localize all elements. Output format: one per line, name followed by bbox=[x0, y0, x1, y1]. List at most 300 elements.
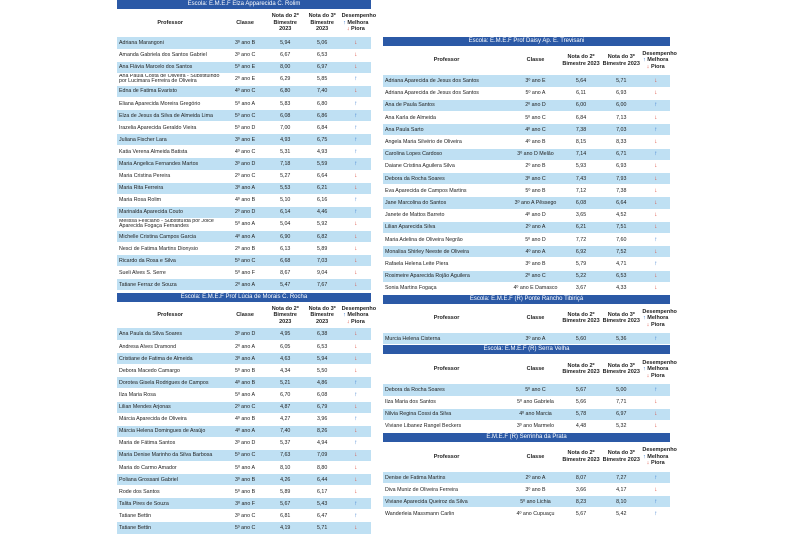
table-row bbox=[117, 231, 371, 243]
legend-piora bbox=[342, 319, 370, 326]
cell-classe: 3º ano D bbox=[223, 158, 266, 170]
cell-nota-3: 7,38 bbox=[601, 185, 641, 197]
arrow-up-icon: ↑ bbox=[354, 440, 358, 447]
cell-nota-2: 5,31 bbox=[267, 146, 304, 158]
cell-nota-3: 5,71 bbox=[601, 75, 641, 87]
cell-classe: 3º ano A bbox=[223, 353, 266, 365]
cell-nota-2: 5,93 bbox=[561, 160, 601, 172]
cell-nota-3: 5,94 bbox=[304, 353, 341, 365]
table-row bbox=[117, 486, 371, 498]
arrow-up-icon: ↑ bbox=[354, 112, 358, 119]
table-row bbox=[117, 194, 371, 206]
cell-classe: 3º ano C bbox=[223, 510, 266, 522]
table-row bbox=[117, 413, 371, 425]
table-row bbox=[117, 328, 371, 340]
cell-professor: Ana de Paula Santos bbox=[383, 99, 510, 111]
cell-nota-2: 5,10 bbox=[267, 194, 304, 206]
cell-nota-2: 5,67 bbox=[267, 498, 304, 510]
arrow-down-icon: ↓ bbox=[354, 464, 358, 471]
table-row bbox=[383, 408, 670, 420]
cell-nota-3: 8,10 bbox=[601, 496, 641, 508]
cell-nota-2: 6,90 bbox=[267, 231, 304, 243]
cell-desempenho bbox=[341, 206, 371, 218]
cell-desempenho bbox=[641, 496, 670, 508]
cell-desempenho bbox=[641, 484, 670, 496]
header-nota-2-bimestre: Nota do 2º Bimestre 2023 bbox=[267, 9, 304, 37]
cell-professor: Ana Paula Costa de Oliveira - Substituindo por Lucimara Ferreira de Oliveira bbox=[117, 73, 223, 85]
arrow-up-icon: ↑ bbox=[643, 366, 648, 373]
cell-desempenho bbox=[341, 486, 371, 498]
cell-classe: 3º ano A bbox=[223, 182, 266, 194]
arrow-down-icon: ↓ bbox=[346, 26, 352, 33]
arrow-up-icon: ↑ bbox=[354, 379, 358, 386]
cell-classe: 4º ano Cupuaçu bbox=[510, 508, 561, 520]
cell-desempenho bbox=[641, 420, 670, 432]
legend-piora bbox=[642, 373, 669, 380]
arrow-down-icon: ↓ bbox=[654, 199, 658, 206]
arrow-down-icon: ↓ bbox=[654, 411, 658, 418]
cell-desempenho bbox=[341, 110, 371, 122]
cell-classe: 3º ano D bbox=[223, 437, 266, 449]
header-desempenho bbox=[341, 302, 377, 328]
table-row bbox=[383, 124, 670, 136]
school-section bbox=[383, 433, 677, 521]
table-header-row bbox=[383, 354, 670, 384]
cell-professor: Monalisa Shirley Neeste de Oliveira bbox=[383, 246, 510, 258]
arrow-down-icon: ↓ bbox=[646, 321, 651, 328]
table-row bbox=[117, 522, 371, 534]
cell-classe: 2º ano C bbox=[223, 170, 266, 182]
cell-classe: 2º ano D bbox=[510, 99, 561, 111]
cell-classe: 5º ano C bbox=[223, 110, 266, 122]
arrow-down-icon: ↓ bbox=[654, 399, 658, 406]
arrow-down-icon: ↓ bbox=[354, 173, 358, 180]
school-section bbox=[117, 0, 377, 291]
cell-nota-2: 6,80 bbox=[267, 85, 304, 97]
cell-professor: Dorotea Gisela Rodrigues de Campos bbox=[117, 377, 223, 389]
cell-classe: 5º ano A bbox=[223, 389, 266, 401]
arrow-down-icon: ↓ bbox=[354, 404, 358, 411]
cell-nota-2: 5,27 bbox=[267, 170, 304, 182]
table-header-row bbox=[383, 46, 670, 75]
cell-nota-3: 5,06 bbox=[304, 37, 341, 49]
table-row bbox=[383, 112, 670, 124]
cell-professor: Daiane Cristina Aguilera Silva bbox=[383, 160, 510, 172]
table-header-row bbox=[117, 302, 371, 328]
arrow-up-icon: ↑ bbox=[354, 416, 358, 423]
cell-nota-3: 6,93 bbox=[601, 160, 641, 172]
cell-desempenho bbox=[341, 413, 371, 425]
cell-professor: Maria Denise Marinho da Silva Barbosa bbox=[117, 449, 223, 461]
arrow-up-icon: ↑ bbox=[354, 148, 358, 155]
cell-nota-2: 6,29 bbox=[267, 73, 304, 85]
cell-nota-2: 5,66 bbox=[561, 396, 601, 408]
cell-classe: 4º ano A bbox=[223, 425, 266, 437]
header-desempenho bbox=[641, 442, 677, 472]
cell-desempenho bbox=[641, 87, 670, 99]
cell-desempenho bbox=[641, 209, 670, 221]
cell-professor: Carolina Lopes Cardoso bbox=[383, 148, 510, 160]
cell-professor: Irazelia Aparecida Geraldo Vieira bbox=[117, 122, 223, 134]
cell-classe: 5º ano C bbox=[510, 112, 561, 124]
cell-nota-2: 8,10 bbox=[267, 462, 304, 474]
cell-nota-3: 6,79 bbox=[304, 401, 341, 413]
cell-classe: 5º ano Lichia bbox=[510, 496, 561, 508]
table-row bbox=[383, 496, 670, 508]
cell-professor: Sonia Martins Fogaça bbox=[383, 282, 510, 294]
cell-nota-3: 6,53 bbox=[601, 270, 641, 282]
table-row bbox=[383, 420, 670, 432]
arrow-down-icon: ↓ bbox=[354, 343, 358, 350]
cell-classe: 2º ano C bbox=[223, 401, 266, 413]
cell-classe: 4º ano B bbox=[510, 136, 561, 148]
cell-nota-3: 6,21 bbox=[304, 182, 341, 194]
arrow-down-icon: ↓ bbox=[354, 428, 358, 435]
cell-classe: 5º ano E bbox=[223, 61, 266, 73]
cell-professor: Adriana Aparecida de Jesus dos Santos bbox=[383, 75, 510, 87]
arrow-down-icon: ↓ bbox=[654, 273, 658, 280]
cell-classe: 3º ano D Melão bbox=[510, 148, 561, 160]
header-nota-3-bimestre: Nota do 3º Bimestre 2023 bbox=[304, 9, 341, 37]
cell-nota-3: 7,13 bbox=[601, 112, 641, 124]
header-nota-3-bimestre: Nota do 3º Bimestre 2023 bbox=[601, 442, 641, 472]
cell-desempenho bbox=[341, 522, 371, 534]
cell-desempenho bbox=[641, 112, 670, 124]
cell-nota-2: 4,48 bbox=[561, 420, 601, 432]
cell-desempenho bbox=[641, 173, 670, 185]
cell-nota-2: 5,53 bbox=[267, 182, 304, 194]
arrow-up-icon: ↑ bbox=[354, 124, 358, 131]
table-row bbox=[117, 255, 371, 267]
cell-nota-3: 6,16 bbox=[304, 194, 341, 206]
table-row bbox=[383, 472, 670, 484]
cell-desempenho bbox=[341, 437, 371, 449]
cell-nota-3: 6,38 bbox=[304, 328, 341, 340]
header-professor: Professor bbox=[383, 46, 510, 75]
cell-professor: Amanda Gabriela dos Santos Gabriel bbox=[117, 49, 223, 61]
cell-nota-2: 7,43 bbox=[561, 173, 601, 185]
cell-nota-3: 6,75 bbox=[304, 134, 341, 146]
cell-professor: Tatiane Bettin bbox=[117, 522, 223, 534]
cell-professor: Viviane Libanez Rangel Beckers bbox=[383, 420, 510, 432]
header-classe: Classe bbox=[223, 302, 266, 328]
arrow-up-icon: ↑ bbox=[654, 498, 658, 505]
cell-nota-3: 6,97 bbox=[304, 61, 341, 73]
table-row bbox=[117, 218, 371, 230]
school-title: Escola: E.M.E.F Prof Daisy Ap. E. Trevisani bbox=[383, 37, 670, 46]
column-left bbox=[117, 0, 377, 535]
cell-desempenho bbox=[341, 510, 371, 522]
cell-nota-2: 5,89 bbox=[267, 486, 304, 498]
cell-classe: 4º ano C bbox=[223, 146, 266, 158]
cell-classe: 3º ano D bbox=[223, 328, 266, 340]
arrow-down-icon: ↓ bbox=[654, 248, 658, 255]
cell-nota-2: 5,67 bbox=[561, 508, 601, 520]
table-row bbox=[117, 182, 371, 194]
arrow-up-icon: ↑ bbox=[654, 151, 658, 158]
cell-classe: 5º ano C bbox=[510, 384, 561, 396]
cell-classe: 5º ano F bbox=[223, 267, 266, 279]
cell-classe: 5º ano C bbox=[223, 255, 266, 267]
header-classe: Classe bbox=[223, 9, 266, 37]
table-row bbox=[117, 462, 371, 474]
header-classe: Classe bbox=[510, 354, 561, 384]
cell-desempenho bbox=[341, 146, 371, 158]
table-row bbox=[383, 75, 670, 87]
cell-desempenho bbox=[641, 282, 670, 294]
cell-professor: Sueli Alves S. Serre bbox=[117, 267, 223, 279]
cell-professor: Wanderleia Massmann Carlin bbox=[383, 508, 510, 520]
header-desempenho bbox=[641, 354, 677, 384]
cell-classe: 2º ano A bbox=[510, 221, 561, 233]
header-professor: Professor bbox=[383, 442, 510, 472]
cell-nota-2: 8,23 bbox=[561, 496, 601, 508]
grades-table bbox=[117, 9, 377, 291]
arrow-up-icon: ↑ bbox=[354, 500, 358, 507]
table-row bbox=[117, 243, 371, 255]
cell-desempenho bbox=[341, 462, 371, 474]
cell-professor: Rafaela Helena Leite Piera bbox=[383, 258, 510, 270]
cell-professor: Michelle Cristina Campos Garcia bbox=[117, 231, 223, 243]
cell-professor: Poliana Grossani Gabriel bbox=[117, 474, 223, 486]
cell-professor: Cristiane de Fatima de Almeida bbox=[117, 353, 223, 365]
table-row bbox=[117, 437, 371, 449]
cell-nota-2: 4,34 bbox=[267, 365, 304, 377]
cell-classe: 3º ano B bbox=[510, 484, 561, 496]
cell-professor: Talita Pires de Souza bbox=[117, 498, 223, 510]
table-row bbox=[117, 85, 371, 97]
cell-nota-3: 6,82 bbox=[304, 231, 341, 243]
legend-melhora-label: Melhora bbox=[647, 366, 669, 373]
arrow-down-icon: ↓ bbox=[654, 77, 658, 84]
school-section bbox=[383, 37, 677, 295]
cell-nota-2: 5,64 bbox=[561, 75, 601, 87]
cell-desempenho bbox=[341, 341, 371, 353]
table-row bbox=[117, 97, 371, 109]
cell-classe: 3º ano C bbox=[223, 49, 266, 61]
cell-professor: Andresa Alves Dramond bbox=[117, 341, 223, 353]
header-desempenho bbox=[641, 304, 677, 333]
arrow-down-icon: ↓ bbox=[354, 452, 358, 459]
legend-piora bbox=[642, 460, 669, 467]
cell-professor: Maria Rosa Rolim bbox=[117, 194, 223, 206]
table-row bbox=[117, 449, 371, 461]
legend-piora-label: Piora bbox=[650, 372, 665, 379]
grades-table bbox=[383, 354, 677, 433]
header-desempenho-label: Desempenho bbox=[642, 50, 677, 57]
cell-nota-3: 6,44 bbox=[304, 474, 341, 486]
cell-desempenho bbox=[641, 333, 670, 345]
cell-nota-3: 7,03 bbox=[601, 124, 641, 136]
cell-classe: 5º ano A bbox=[223, 97, 266, 109]
table-header-row bbox=[117, 9, 371, 37]
cell-nota-2: 5,37 bbox=[267, 437, 304, 449]
cell-nota-3: 7,71 bbox=[601, 396, 641, 408]
arrow-up-icon: ↑ bbox=[354, 512, 358, 519]
cell-nota-2: 4,26 bbox=[267, 474, 304, 486]
table-row bbox=[383, 508, 670, 520]
arrow-down-icon: ↓ bbox=[354, 355, 358, 362]
cell-classe: 4º ano C bbox=[223, 85, 266, 97]
table-row bbox=[383, 333, 670, 345]
cell-classe: 2º ano E bbox=[223, 73, 266, 85]
cell-desempenho bbox=[641, 124, 670, 136]
cell-professor: Janete de Mattos Barreto bbox=[383, 209, 510, 221]
arrow-up-icon: ↑ bbox=[354, 136, 358, 143]
cell-nota-2: 6,05 bbox=[267, 341, 304, 353]
arrow-up-icon: ↑ bbox=[643, 453, 648, 460]
grades-table bbox=[117, 302, 377, 534]
table-row bbox=[383, 258, 670, 270]
cell-nota-3: 8,80 bbox=[304, 462, 341, 474]
cell-professor: Ricardo da Rosa e Silva bbox=[117, 255, 223, 267]
table-row bbox=[117, 122, 371, 134]
table-row bbox=[117, 37, 371, 49]
cell-nota-2: 7,00 bbox=[267, 122, 304, 134]
cell-nota-3: 6,17 bbox=[304, 486, 341, 498]
cell-nota-2: 5,94 bbox=[267, 37, 304, 49]
cell-classe: 5º ano A bbox=[223, 462, 266, 474]
arrow-down-icon: ↓ bbox=[354, 525, 358, 532]
cell-nota-2: 5,47 bbox=[267, 279, 304, 291]
cell-desempenho bbox=[341, 37, 371, 49]
cell-professor: Ana Paula Sarto bbox=[383, 124, 510, 136]
cell-desempenho bbox=[641, 148, 670, 160]
table-row bbox=[117, 365, 371, 377]
cell-nota-2: 5,04 bbox=[267, 218, 304, 230]
cell-classe: 5º ano A bbox=[510, 87, 561, 99]
cell-desempenho bbox=[641, 160, 670, 172]
header-desempenho-label: Desempenho bbox=[642, 447, 677, 454]
arrow-down-icon: ↓ bbox=[654, 139, 658, 146]
cell-professor: Nilvia Regina Cossi da Silva bbox=[383, 408, 510, 420]
cell-nota-3: 4,17 bbox=[601, 484, 641, 496]
cell-professor: Lilian Aparecida Silva bbox=[383, 221, 510, 233]
cell-professor: Rode dos Santos bbox=[117, 486, 223, 498]
cell-nota-3: 5,36 bbox=[601, 333, 641, 345]
table-row bbox=[117, 267, 371, 279]
cell-professor: Eva Aparecida de Campos Martins bbox=[383, 185, 510, 197]
cell-nota-2: 8,15 bbox=[561, 136, 601, 148]
cell-desempenho bbox=[341, 425, 371, 437]
cell-nota-2: 4,87 bbox=[267, 401, 304, 413]
arrow-up-icon: ↑ bbox=[643, 315, 648, 322]
school-section bbox=[117, 293, 377, 534]
cell-nota-2: 8,07 bbox=[561, 472, 601, 484]
cell-professor: Adriana Marangoni bbox=[117, 37, 223, 49]
cell-classe: 4º ano B bbox=[223, 377, 266, 389]
table-row bbox=[383, 233, 670, 245]
table-row bbox=[117, 510, 371, 522]
cell-professor: Melissa Feliciano - Substituída por Joice Aparecida Fogaça Fernandes bbox=[117, 218, 223, 230]
grades-table bbox=[383, 442, 677, 521]
arrow-down-icon: ↓ bbox=[354, 281, 358, 288]
cell-classe: 3º ano C bbox=[510, 173, 561, 185]
cell-professor: Ilza Maria Rosa bbox=[117, 389, 223, 401]
table-header-row bbox=[383, 442, 670, 472]
cell-nota-2: 5,22 bbox=[561, 270, 601, 282]
arrow-down-icon: ↓ bbox=[354, 367, 358, 374]
cell-nota-3: 7,40 bbox=[304, 85, 341, 97]
cell-nota-2: 5,60 bbox=[561, 333, 601, 345]
cell-desempenho bbox=[341, 49, 371, 61]
cell-nota-3: 9,04 bbox=[304, 267, 341, 279]
cell-nota-3: 7,60 bbox=[601, 233, 641, 245]
cell-nota-2: 3,66 bbox=[561, 484, 601, 496]
cell-professor: Debora da Rocha Soares bbox=[383, 384, 510, 396]
school-title: Escola: E.M.E.F Prof Lúcia de Morais C. Rocha bbox=[117, 293, 371, 302]
table-row bbox=[117, 401, 371, 413]
header-nota-3-bimestre: Nota do 3º Bimestre 2023 bbox=[304, 302, 341, 328]
cell-nota-3: 6,80 bbox=[304, 97, 341, 109]
header-desempenho-label: Desempenho bbox=[642, 359, 677, 366]
cell-desempenho bbox=[341, 498, 371, 510]
cell-nota-3: 6,08 bbox=[304, 389, 341, 401]
cell-classe: 5º ano C bbox=[223, 449, 266, 461]
arrow-up-icon: ↑ bbox=[354, 76, 358, 83]
cell-classe: 4º ano A bbox=[223, 231, 266, 243]
table-row bbox=[117, 353, 371, 365]
arrow-down-icon: ↓ bbox=[354, 39, 358, 46]
table-row bbox=[117, 158, 371, 170]
legend-melhora-label: Melhora bbox=[347, 19, 369, 26]
table-row bbox=[383, 484, 670, 496]
school-title: E.M.E.F (R) Serrinha da Prata bbox=[383, 433, 670, 442]
cell-professor: Tatiane Bettin bbox=[117, 510, 223, 522]
table-row bbox=[117, 279, 371, 291]
arrow-up-icon: ↑ bbox=[654, 126, 658, 133]
table-row bbox=[117, 146, 371, 158]
cell-nota-2: 4,95 bbox=[267, 328, 304, 340]
cell-classe: 2º ano A bbox=[223, 341, 266, 353]
table-row bbox=[383, 136, 670, 148]
table-row bbox=[383, 221, 670, 233]
table-row bbox=[117, 498, 371, 510]
cell-desempenho bbox=[641, 99, 670, 111]
cell-desempenho bbox=[341, 267, 371, 279]
cell-desempenho bbox=[641, 258, 670, 270]
cell-professor: Lilian Mendes Arjonas bbox=[117, 401, 223, 413]
arrow-down-icon: ↓ bbox=[654, 187, 658, 194]
cell-nota-3: 6,86 bbox=[304, 110, 341, 122]
legend-melhora-label: Melhora bbox=[647, 315, 669, 322]
arrow-down-icon: ↓ bbox=[654, 423, 658, 430]
cell-nota-3: 4,46 bbox=[304, 206, 341, 218]
cell-professor: Debora Macedo Camargo bbox=[117, 365, 223, 377]
cell-desempenho bbox=[641, 197, 670, 209]
arrow-down-icon: ↓ bbox=[354, 185, 358, 192]
cell-professor: Ana Paula da Silva Soares bbox=[117, 328, 223, 340]
cell-desempenho bbox=[341, 61, 371, 73]
cell-professor: Maria Rita Ferreira bbox=[117, 182, 223, 194]
cell-professor: Angela Maria Silvério de Oliveira bbox=[383, 136, 510, 148]
cell-nota-2: 6,08 bbox=[267, 110, 304, 122]
cell-desempenho bbox=[341, 122, 371, 134]
cell-professor: Elza de Jesus da Silva de Almeida Lima bbox=[117, 110, 223, 122]
cell-nota-3: 3,96 bbox=[304, 413, 341, 425]
cell-professor: Debora da Rocha Soares bbox=[383, 173, 510, 185]
table-row bbox=[383, 99, 670, 111]
cell-professor: Ilza Maria dos Santos bbox=[383, 396, 510, 408]
cell-professor: Maria do Carmo Amador bbox=[117, 462, 223, 474]
legend-piora-label: Piora bbox=[351, 318, 365, 325]
cell-professor: Maria Cristina Pereira bbox=[117, 170, 223, 182]
cell-classe: 3º ano Marmelo bbox=[510, 420, 561, 432]
arrow-up-icon: ↑ bbox=[654, 474, 658, 481]
cell-desempenho bbox=[641, 221, 670, 233]
cell-desempenho bbox=[341, 170, 371, 182]
arrow-down-icon: ↓ bbox=[346, 318, 352, 325]
